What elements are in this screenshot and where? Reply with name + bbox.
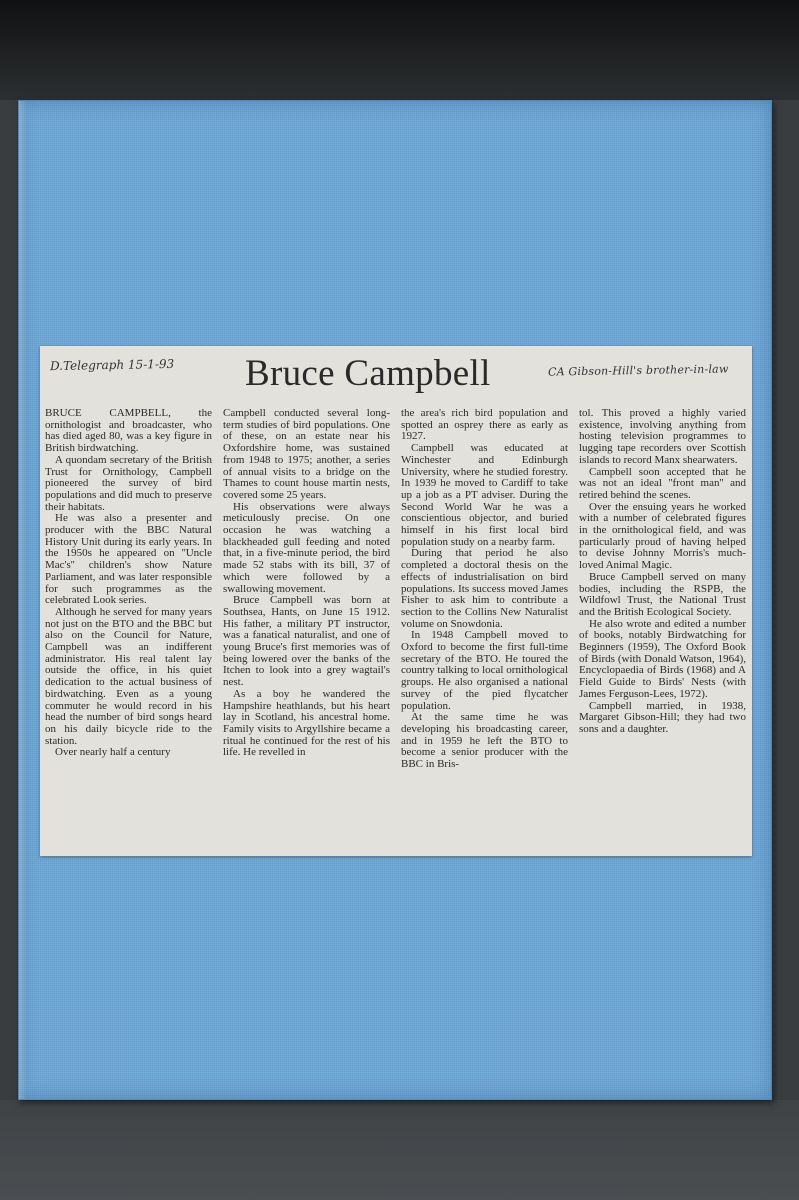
- article-paragraph: In 1948 Campbell moved to Oxford to become the first full-time secretary of the BTO. He toured the country talking to local ornithological groups. He also organised a national survey of the pied flycatcher population.: [401, 629, 568, 712]
- article-paragraph: Over nearly half a century: [55, 746, 171, 759]
- article-paragraph: Campbell soon accepted that he was not an ideal ''front man'' and retired behind the scenes.: [579, 465, 746, 501]
- handwritten-note: CA Gibson-Hill's brother-in-law: [547, 362, 729, 379]
- article-paragraph: As a boy he wandered the Hampshire heathlands, but his heart lay in Scotland, his ancestral home. Family visits to Argyllshire became a ritual he continued for the rest of his life. He revelled in: [223, 687, 390, 759]
- article-paragraph: tol. This proved a highly varied existence, involving anything from hosting television programmes to lugging tape recorders over Scottish islands to record Manx shearwaters.: [579, 408, 746, 466]
- dark-background-top: [0, 0, 799, 100]
- article-paragraph: His observations were always meticulously precise. On one occasion he was watching a blackheaded gull feeding and noted that, in a five-minute period, the bird made 52 stabs with its bill, 37 of which were followed by a swallowing movement.: [223, 500, 390, 595]
- article-column-2: [223, 408, 390, 852]
- article-paragraph: At the same time he was developing his broadcasting career, and in 1959 he left the BTO to become a senior producer with the BBC in Bris-: [401, 711, 568, 771]
- article-paragraph: A quondam secretary of the British Trust for Ornithology, Campbell pioneered the survey of bird populations and did much to preserve their habitats.: [45, 453, 212, 513]
- dark-background-bottom: [0, 1100, 799, 1200]
- article-paragraph: He was also a presenter and producer with the BBC Natural History Unit during its early years. In the 1950s he appeared on ''Uncle Mac's'' children's show Nature Parliament, and was later responsible for such programmes as the celebrated Look series.: [45, 512, 212, 607]
- article-column-4: [579, 408, 746, 852]
- article-body: [45, 408, 747, 852]
- article-paragraph: Bruce Campbell was born at Southsea, Hants, on June 15 1912. His father, a military PT instructor, was a fanatical naturalist, and one of young Bruce's first memories was of being lowered over the banks of the Itchen to look into a grey wagtail's nest.: [223, 594, 390, 689]
- handwritten-date: D.Telegraph 15-1-93: [49, 356, 175, 374]
- article-paragraph: the area's rich bird population and spotted an osprey there as early as 1927.: [401, 408, 568, 443]
- article-paragraph: Campbell conducted several long-term studies of bird populations. One of these, on an estate near his Oxfordshire home, was sustained from 1948 to 1975; another, a series of annual visits to a bridge on the Thames to count house martin nests, covered some 25 years.: [223, 408, 390, 501]
- article-paragraph: Bruce Campbell served on many bodies, including the RSPB, the Wildfowl Trust, the National Trust and the British Ecological Society.: [579, 570, 746, 618]
- newspaper-clipping: [40, 346, 752, 856]
- article-paragraph: Campbell was educated at Winchester and Edinburgh University, where he studied forestry. In 1939 he moved to Cardiff to take up a job as a PT adviser. During the Second World War he was a conscientious objector, and buried himself in his first local bird population study on a nearby farm.: [401, 442, 568, 548]
- article-column-3: [401, 408, 568, 852]
- obituary-headline: Bruce Campbell: [245, 353, 491, 394]
- article-paragraph: He also wrote and edited a number of books, notably Birdwatching for Beginners (1959), The Oxford Book of Birds (with Donald Watson, 1964), Encyclopaedia of Birds (1968) and A Field Guide to Birds' Nests (with James Ferguson-Lees, 1972).: [579, 617, 746, 700]
- article-paragraph: Campbell married, in 1938, Margaret Gibson-Hill; they had two sons and a daughter.: [579, 699, 746, 735]
- article-paragraph: Over the ensuing years he worked with a number of celebrated figures in the ornithological field, and was particularly proud of having helped to devise Johnny Morris's much-loved Animal Magic.: [579, 500, 746, 572]
- article-paragraph: Although he served for many years not just on the BTO and the BBC but also on the Council for Nature, Campbell was an indifferent administrator. His real talent lay outside the office, in his quiet dedication to the actual business of birdwatching. Even as a young commuter he would record in his head the number of bird songs heard on his daily bicycle ride to the station.: [45, 605, 212, 747]
- article-paragraph: During that period he also completed a doctoral thesis on the effects of industrialisation on bird populations. Its success moved James Fisher to ask him to contribute a section to the Collins New Naturalist volume on Snowdonia.: [401, 547, 568, 630]
- article-paragraph: BRUCE CAMPBELL, the ornithologist and broadcaster, who has died aged 80, was a key figure in British birdwatching.: [45, 408, 212, 455]
- article-column-1: [45, 408, 212, 852]
- book-spine-edge: [19, 101, 27, 1099]
